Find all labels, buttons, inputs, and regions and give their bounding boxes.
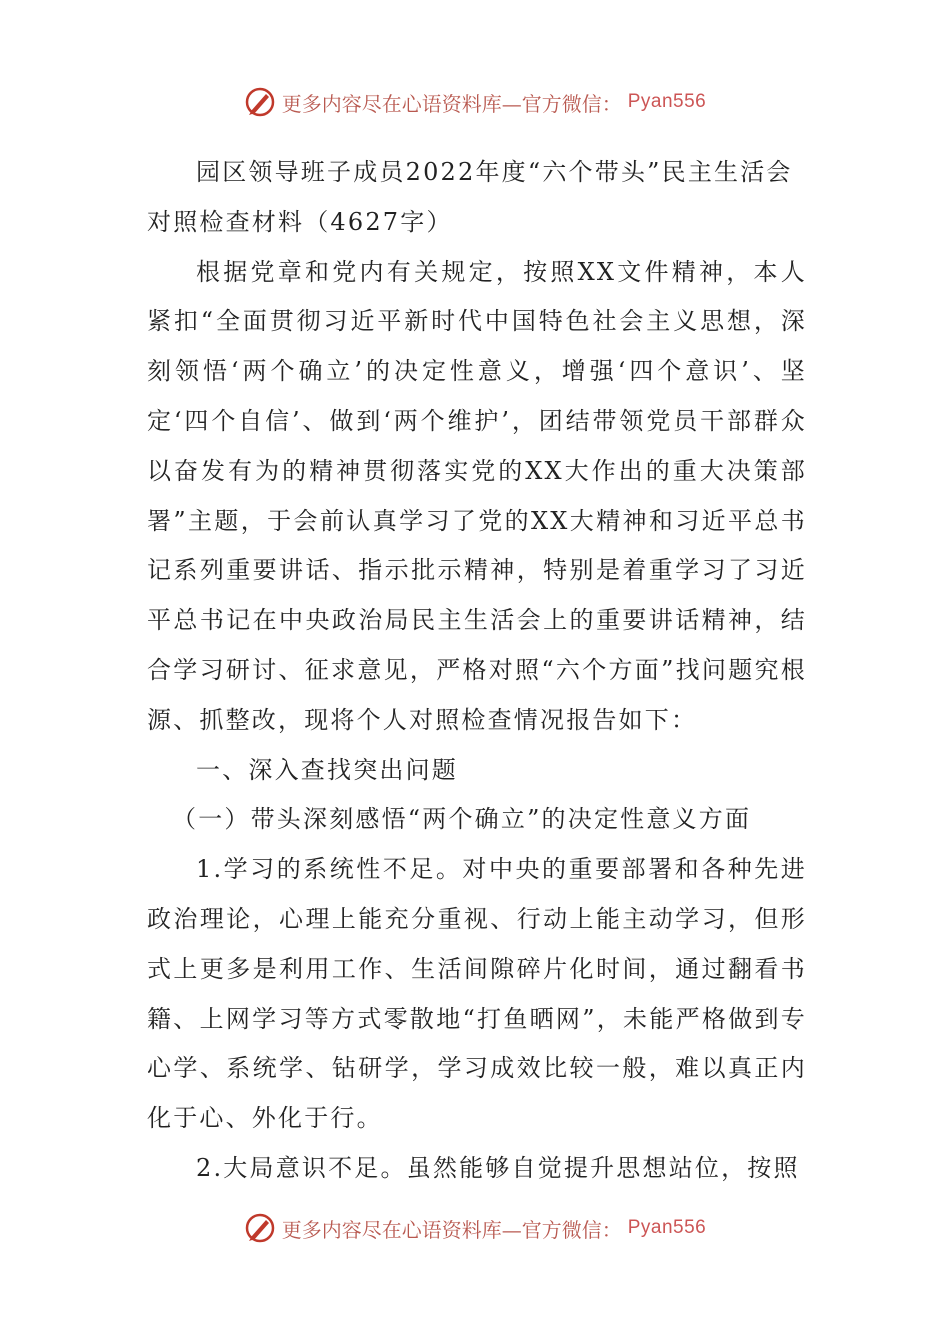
watermark-text: 更多内容尽在心语资料库—官方微信： — [281, 91, 622, 116]
watermark-text: 更多内容尽在心语资料库—官方微信： — [281, 1217, 622, 1242]
pen-logo-icon — [244, 86, 276, 118]
subsection-heading-1: （一）带头深刻感悟“两个确立”的决定性意义方面 — [172, 805, 752, 834]
pen-logo-icon — [244, 1212, 276, 1244]
section-heading-1: 一、深入查找突出问题 — [196, 755, 458, 784]
watermark-handle: Pyan556 — [627, 91, 707, 112]
document-body — [147, 148, 807, 1194]
watermark-header — [0, 86, 950, 118]
document-title-line-2: 对照检查材料（4627字） — [147, 207, 453, 236]
watermark-handle: Pyan556 — [627, 1217, 707, 1238]
intro-paragraph: 根据党章和党内有关规定，按照XX文件精神，本人紧扣“全面贯彻习近平新时代中国特色社会主义思想，深刻领悟‘两个确立’的决定性意义，增强‘四个意识’、坚定‘四个自信’、做到‘两个维护’，团结带领党员干部群众以奋发有为的精神贯彻落实党的XX大作出的重大决策部署”主题，于会前认真学习了党的XX大精神和习近平总书记系列重要讲话、指示批示精神，特别是着重学习了习近平总书记在中央政治局民主生活会上的重要讲话精神，结合学习研讨、征求意见，严格对照“六个方面”找问题究根源、抓整改，现将个人对照检查情况报告如下： — [147, 257, 807, 734]
watermark-footer — [0, 1212, 950, 1244]
document-title-line-1: 园区领导班子成员2022年度“六个带头”民主生活会 — [196, 158, 793, 186]
item-paragraph-2: 2.大局意识不足。虽然能够自觉提升思想站位，按照 — [196, 1153, 800, 1182]
item-paragraph-1: 1.学习的系统性不足。对中央的重要部署和各种先进政治理论，心理上能充分重视、行动上能主动学习，但形式上更多是利用工作、生活间隙碎片化时间，通过翻看书籍、上网学习等方式零散地“打鱼晒网”，未能严格做到专心学、系统学、钻研学，学习成效比较一般，难以真正内化于心、外化于行。 — [147, 855, 807, 1133]
